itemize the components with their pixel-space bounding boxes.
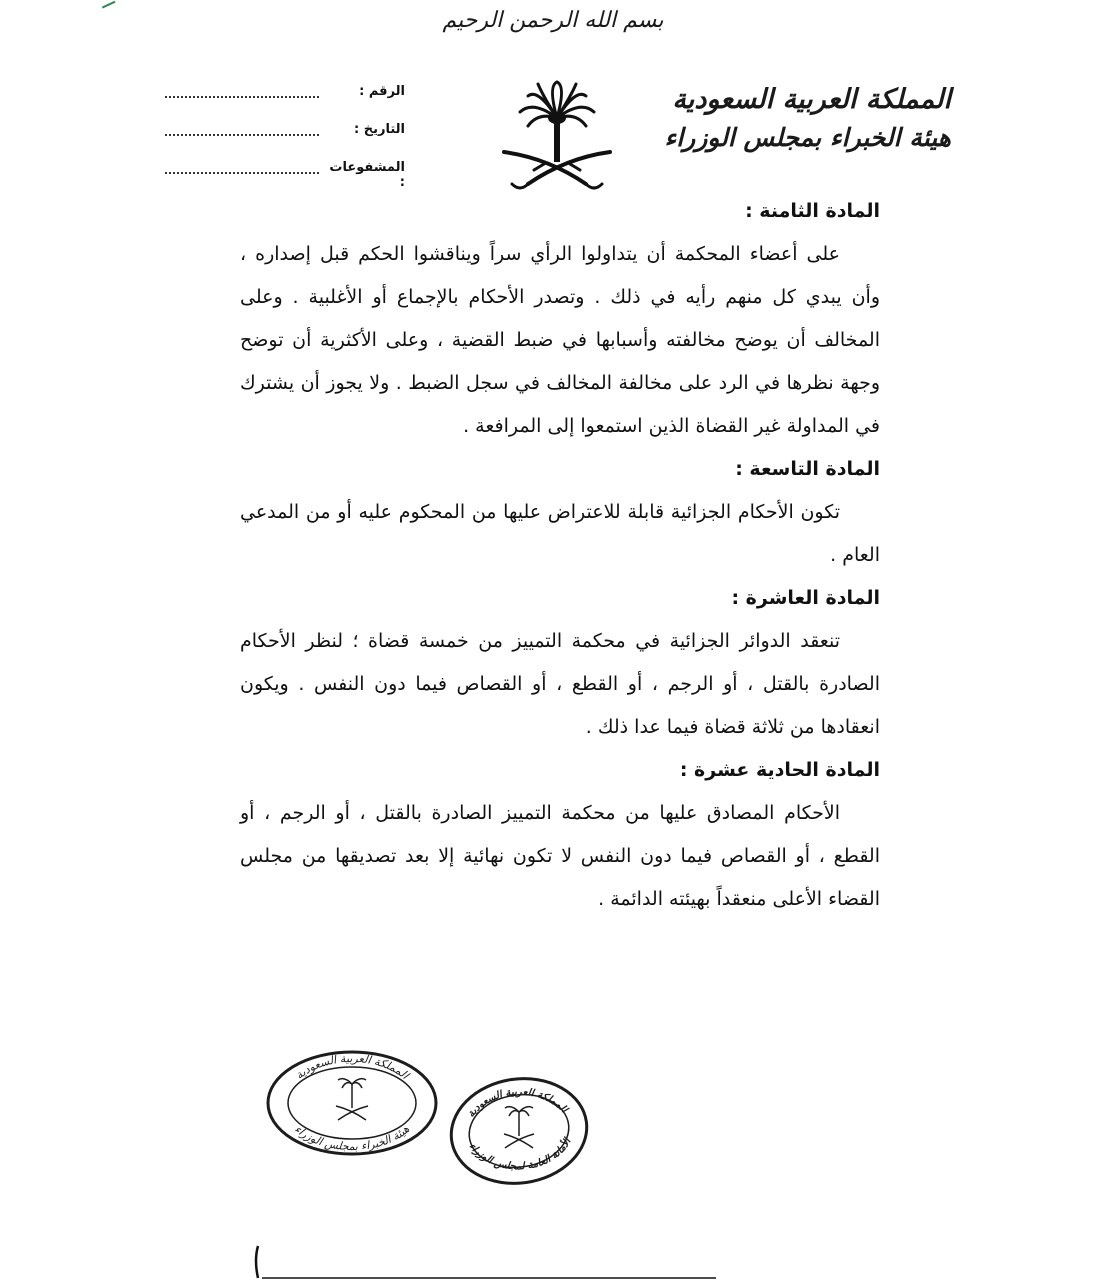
document-body [240, 190, 880, 921]
article-text: على أعضاء المحكمة أن يتداولوا الرأي سراً ويناقشوا الحكم قبل إصداره ، وأن يبدي كل منهم رأيه في ذلك . وتصدر الأحكام بالإجماع أو الأغلبية . وعلى المخالف أن يوضح مخالفته وأسبابها في ضبط القضية ، وعلى الأكثرية أن توضح وجهة نظرها في الرد على مخالفة المخالف في سجل الضبط . ولا يجوز أن يشترك في المداولة غير القضاة الذين استمعوا إلى المرافعة . [240, 243, 880, 437]
stamp-text-top: المملكة العربية السعودية [293, 1051, 412, 1082]
org-line-bureau: هيئة الخبراء بمجلس الوزراء [664, 123, 951, 152]
organization-header [661, 80, 951, 156]
saudi-emblem-icon [498, 78, 616, 200]
field-date [165, 122, 405, 160]
field-number [165, 84, 405, 122]
field-label: التاريخ : [354, 122, 405, 137]
footer-rule [248, 1240, 718, 1280]
field-line [165, 122, 319, 136]
article-heading: المادة الحادية عشرة : [679, 759, 880, 781]
article-heading: المادة التاسعة : [735, 458, 880, 480]
field-line [165, 160, 319, 174]
svg-text:المملكة العربية السعودية [466, 1087, 571, 1120]
article-text: تكون الأحكام الجزائية قابلة للاعتراض عليها من المحكوم عليه أو من المدعي العام . [240, 501, 880, 566]
article-text: الأحكام المصادق عليها من محكمة التمييز الصادرة بالقتل ، أو الرجم ، أو القطع ، أو القصاص فيما دون النفس لا تكون نهائية إلا بعد تصديقها من مجلس القضاء الأعلى منعقداً بهيئته الدائمة . [240, 802, 880, 910]
basmala: بسم الله الرحمن الرحيم [442, 8, 664, 33]
official-stamp [448, 1076, 590, 1186]
article-heading: المادة الثامنة : [745, 200, 880, 222]
field-line [165, 84, 319, 98]
official-stamp [266, 1050, 438, 1156]
article-text: تنعقد الدوائر الجزائية في محكمة التمييز من خمسة قضاة ؛ لنظر الأحكام الصادرة بالقتل ، أو الرجم ، أو القطع ، أو القصاص فيما دون النفس . ويكون انعقادها من ثلاثة قضاة فيما عدا ذلك . [240, 630, 880, 738]
stamp-text-bottom: الأمانة العامة لمجلس الوزراء [466, 1136, 574, 1173]
stamp-text-bottom: هيئة الخبراء بمجلس الوزراء [292, 1122, 412, 1154]
org-line-kingdom: المملكة العربية السعودية [672, 84, 951, 115]
reference-fields [165, 84, 405, 198]
field-label: المشفوعات : [329, 160, 405, 190]
field-label: الرقم : [359, 84, 405, 99]
stamp-text-top: المملكة العربية السعودية [465, 1086, 570, 1120]
article-heading: المادة العاشرة : [731, 587, 880, 609]
